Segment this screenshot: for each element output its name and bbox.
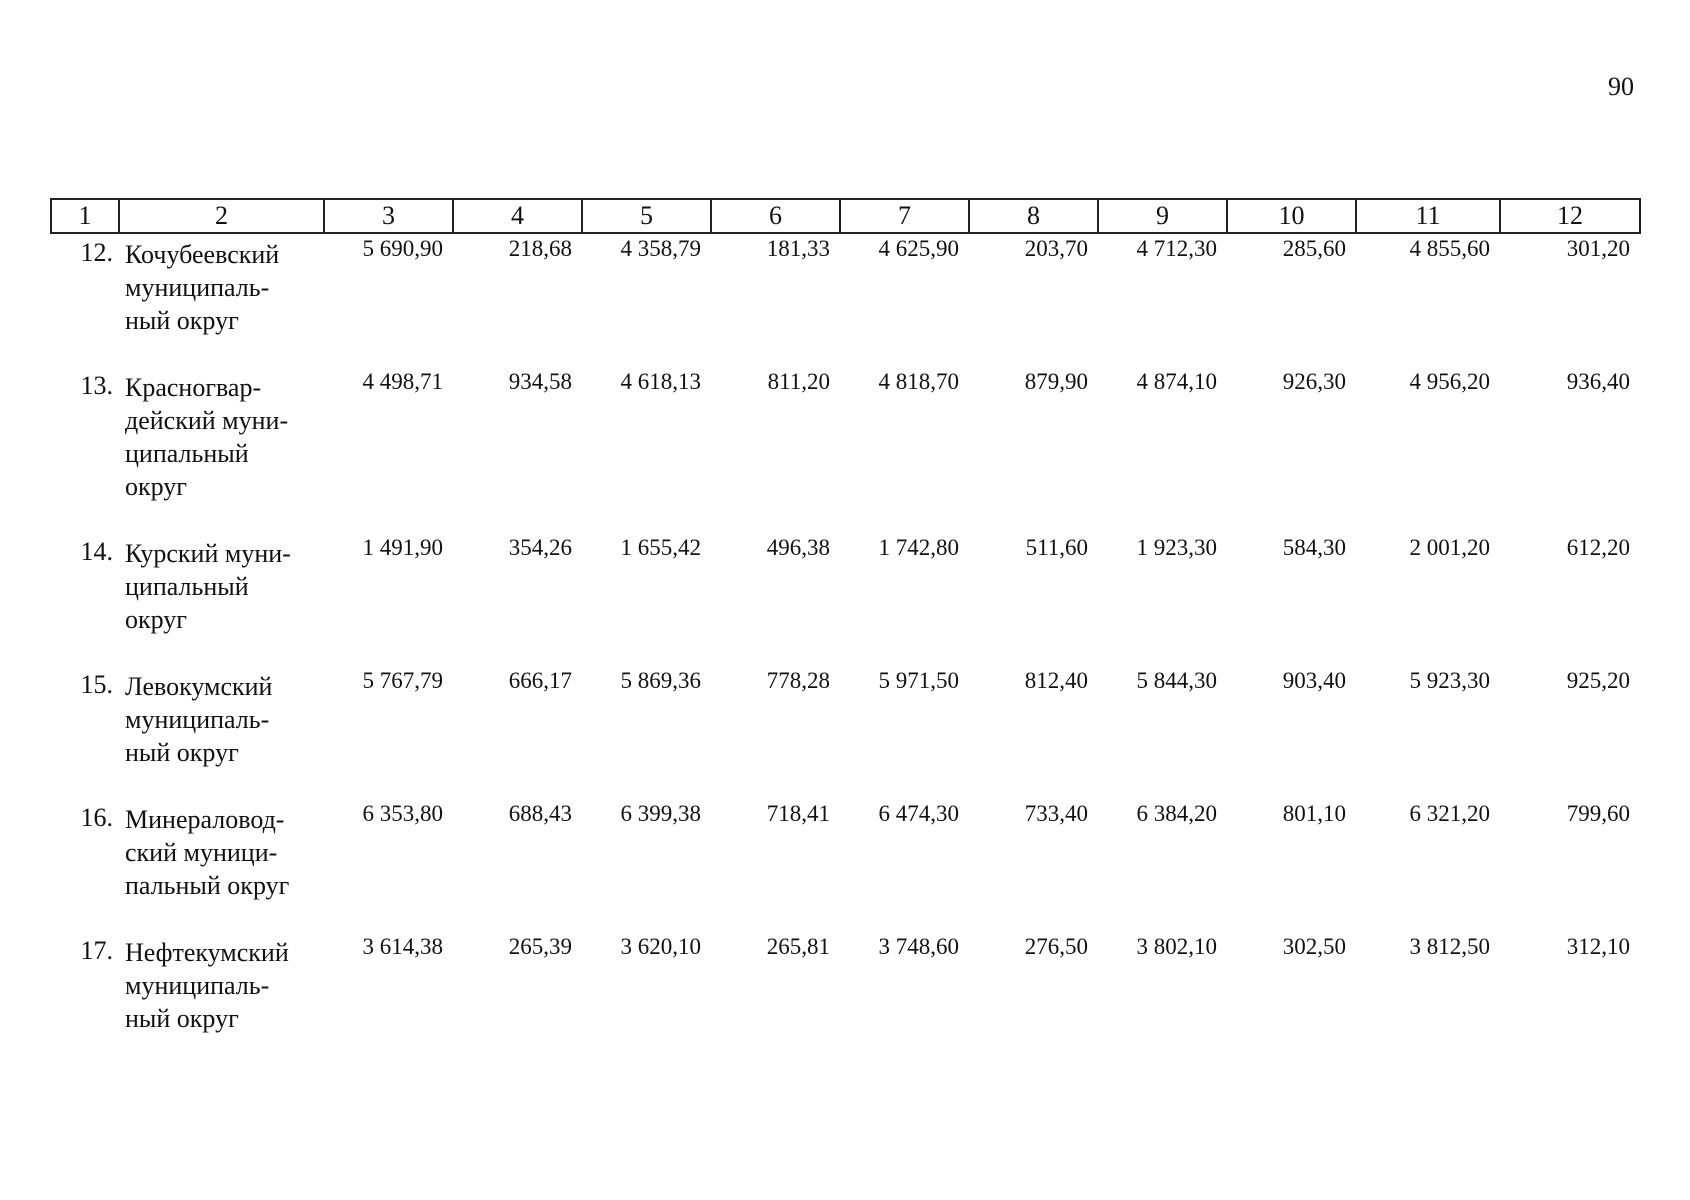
column-header: 11: [1356, 199, 1500, 233]
column-header: 4: [453, 199, 582, 233]
value-cell: 276,50: [1024, 934, 1088, 959]
name-line: ский муници-: [125, 838, 278, 867]
table-row: [51, 799, 1640, 932]
value-cell: 265,39: [508, 934, 572, 959]
municipality-name: [119, 932, 324, 1065]
value-cell: 6 384,20: [1136, 801, 1217, 826]
value-cell: 5 767,79: [362, 668, 443, 693]
column-header: 2: [119, 199, 324, 233]
name-line: округ: [125, 472, 187, 501]
name-line: ципальный: [125, 439, 249, 468]
value-cell: 496,38: [766, 535, 830, 560]
value-cell: 812,40: [1024, 668, 1088, 693]
value-cell: 879,90: [1024, 369, 1088, 394]
value-cell: 903,40: [1282, 668, 1346, 693]
value-cell: 718,41: [766, 801, 830, 826]
value-cell: 733,40: [1024, 801, 1088, 826]
name-line: Нефтекумский: [125, 938, 289, 967]
name-line: Кочубеевский: [125, 240, 280, 269]
name-line: ципальный: [125, 572, 249, 601]
name-line: пальный округ: [125, 871, 290, 900]
page-number: 90: [1608, 72, 1634, 101]
municipality-name: [119, 233, 324, 367]
value-cell: 688,43: [508, 801, 572, 826]
name-line: муниципаль-: [125, 273, 270, 302]
value-cell: 6 399,38: [620, 801, 701, 826]
value-cell: 801,10: [1282, 801, 1346, 826]
value-cell: 934,58: [508, 369, 572, 394]
row-index: 14.: [80, 537, 113, 566]
name-line: Курский муни-: [125, 539, 291, 568]
row-index: 13.: [80, 371, 113, 400]
value-cell: 354,26: [508, 535, 572, 560]
value-cell: 936,40: [1566, 369, 1630, 394]
value-cell: 1 655,42: [620, 535, 701, 560]
value-cell: 181,33: [766, 236, 830, 261]
value-cell: 511,60: [1025, 535, 1088, 560]
row-index: 17.: [80, 936, 113, 965]
value-cell: 302,50: [1282, 934, 1346, 959]
table-row: [51, 367, 1640, 533]
municipality-name: [119, 533, 324, 666]
value-cell: 4 498,71: [362, 369, 443, 394]
column-header: 1: [51, 199, 119, 233]
name-line: дейский муни-: [125, 406, 289, 435]
data-table: [50, 198, 1641, 1065]
value-cell: 6 321,20: [1409, 801, 1490, 826]
column-header: 9: [1098, 199, 1227, 233]
value-cell: 4 855,60: [1409, 236, 1490, 261]
name-line: ный округ: [125, 306, 239, 335]
value-cell: 778,28: [766, 668, 830, 693]
value-cell: 3 614,38: [362, 934, 443, 959]
value-cell: 265,81: [766, 934, 830, 959]
value-cell: 1 923,30: [1136, 535, 1217, 560]
value-cell: 3 802,10: [1136, 934, 1217, 959]
value-cell: 5 971,50: [878, 668, 959, 693]
value-cell: 3 812,50: [1409, 934, 1490, 959]
table-row: [51, 932, 1640, 1065]
row-index: 15.: [80, 670, 113, 699]
name-line: ный округ: [125, 1004, 239, 1033]
value-cell: 4 874,10: [1136, 369, 1217, 394]
name-line: Минераловод-: [125, 805, 285, 834]
municipality-name: [119, 799, 324, 932]
municipality-name: [119, 666, 324, 799]
column-header: 5: [582, 199, 711, 233]
value-cell: 301,20: [1566, 236, 1630, 261]
value-cell: 4 712,30: [1136, 236, 1217, 261]
value-cell: 3 620,10: [620, 934, 701, 959]
name-line: Красногвар-: [125, 373, 262, 402]
row-index: 16.: [80, 803, 113, 832]
value-cell: 4 618,13: [620, 369, 701, 394]
value-cell: 218,68: [508, 236, 572, 261]
value-cell: 584,30: [1282, 535, 1346, 560]
table-row: [51, 666, 1640, 799]
row-index: 12.: [80, 238, 113, 267]
column-header: 12: [1500, 199, 1640, 233]
header-row: [51, 199, 1640, 233]
value-cell: 811,20: [767, 369, 830, 394]
value-cell: 4 358,79: [620, 236, 701, 261]
value-cell: 666,17: [508, 668, 572, 693]
value-cell: 5 844,30: [1136, 668, 1217, 693]
value-cell: 4 956,20: [1409, 369, 1490, 394]
name-line: Левокумский: [125, 672, 273, 701]
municipality-name: [119, 367, 324, 533]
column-header: 7: [840, 199, 969, 233]
value-cell: 1 491,90: [362, 535, 443, 560]
value-cell: 6 474,30: [878, 801, 959, 826]
value-cell: 3 748,60: [878, 934, 959, 959]
name-line: округ: [125, 605, 187, 634]
column-header: 10: [1227, 199, 1356, 233]
value-cell: 5 690,90: [362, 236, 443, 261]
table-row: [51, 233, 1640, 367]
value-cell: 6 353,80: [362, 801, 443, 826]
value-cell: 5 923,30: [1409, 668, 1490, 693]
value-cell: 799,60: [1566, 801, 1630, 826]
name-line: муниципаль-: [125, 971, 270, 1000]
column-header: 6: [711, 199, 840, 233]
value-cell: 4 625,90: [878, 236, 959, 261]
value-cell: 5 869,36: [620, 668, 701, 693]
value-cell: 312,10: [1566, 934, 1630, 959]
value-cell: 2 001,20: [1409, 535, 1490, 560]
column-header: 3: [324, 199, 453, 233]
value-cell: 285,60: [1282, 236, 1346, 261]
value-cell: 925,20: [1566, 668, 1630, 693]
table-row: [51, 533, 1640, 666]
name-line: муниципаль-: [125, 705, 270, 734]
value-cell: 4 818,70: [878, 369, 959, 394]
name-line: ный округ: [125, 738, 239, 767]
value-cell: 926,30: [1282, 369, 1346, 394]
value-cell: 612,20: [1566, 535, 1630, 560]
value-cell: 203,70: [1024, 236, 1088, 261]
column-header: 8: [969, 199, 1098, 233]
value-cell: 1 742,80: [878, 535, 959, 560]
